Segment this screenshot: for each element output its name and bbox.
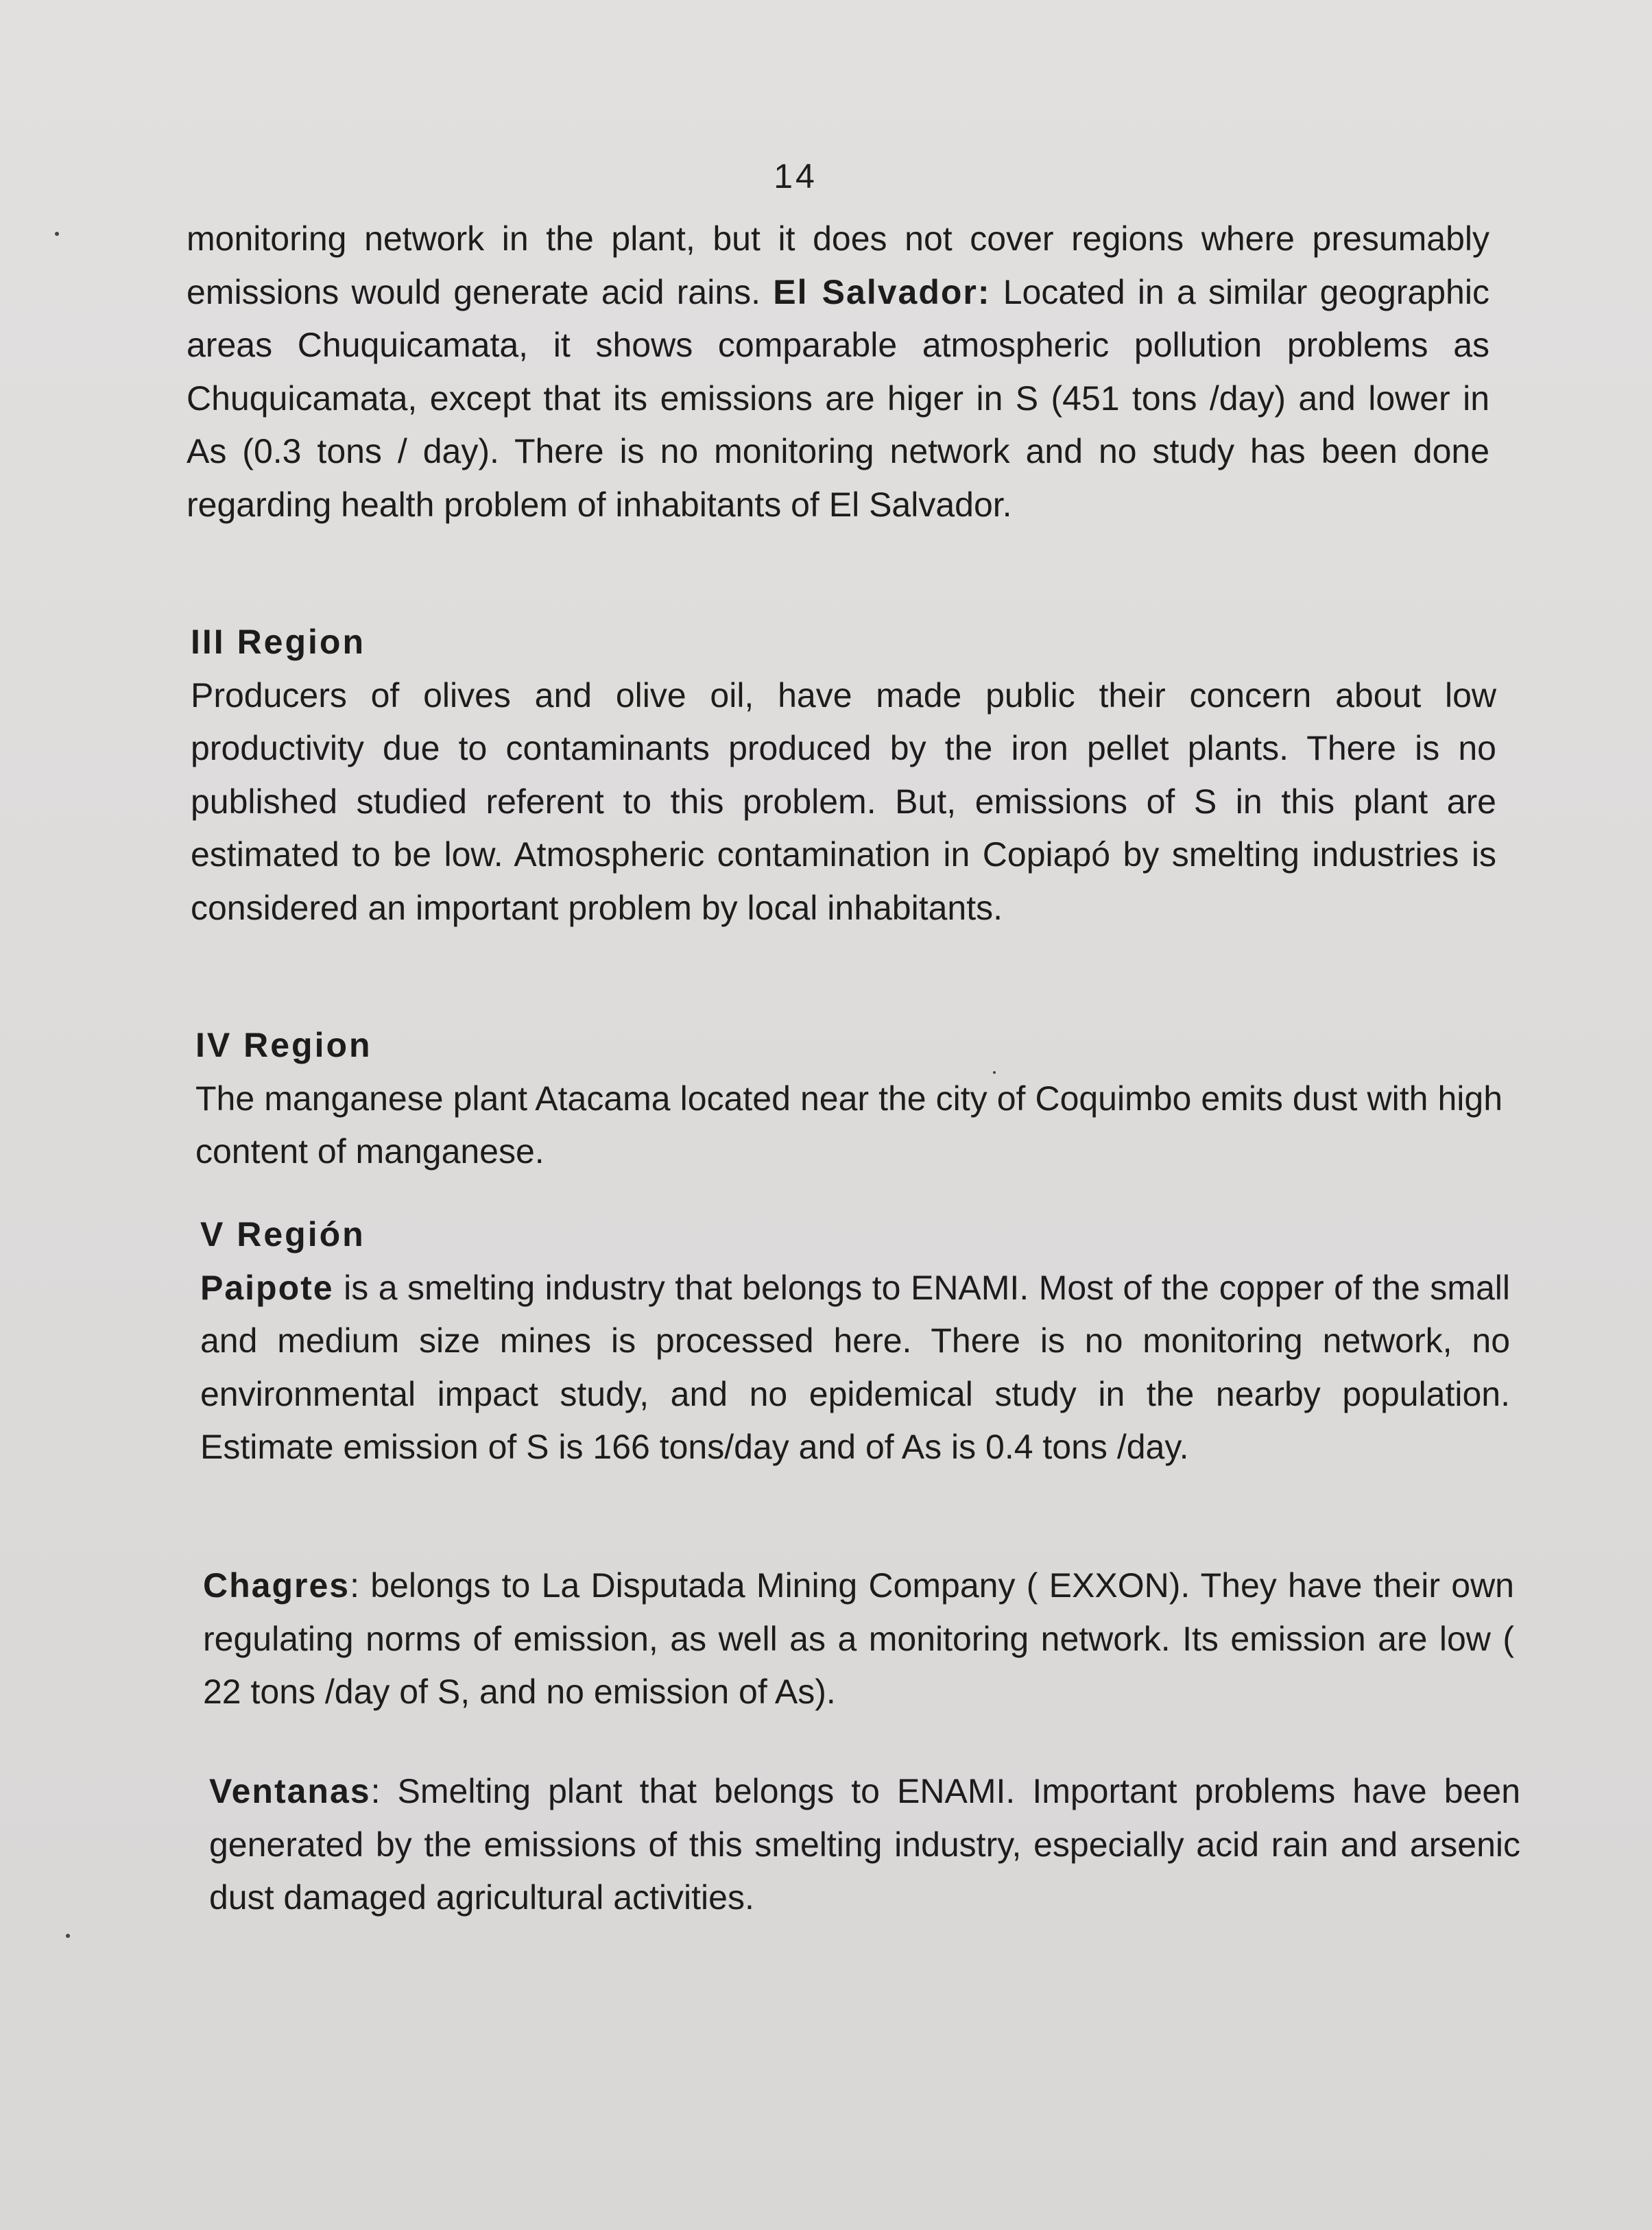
section-heading: IV Region [195, 1026, 372, 1064]
plant-label-chagres: Chagres [203, 1566, 350, 1605]
section-v-region [200, 1208, 1510, 1474]
section-heading: III Region [191, 623, 366, 661]
section-iv-region [195, 1019, 1503, 1179]
paragraph-text: Located in a similar geographic areas Chuquicamata, it shows comparable atmospheric pollution problems as Chuquicamata, except that its emissions are higer in S (451 tons /day) and lower in As (0.3 tons / day). There is no monitoring network and no study has been done regarding health problem of inhabitants of El Salvador. [187, 272, 1489, 524]
paragraph-chagres [203, 1559, 1514, 1719]
paragraph-text: Producers of olives and olive oil, have made public their concern about low productivity due to contaminants produced by the iron pellet plants. There is no published studied referent to this problem. But, emissions of S in this plant are estimated to be low. Atmospheric contamination in Copiapó by smelting industries is considered an important problem by local inhabitants. [191, 675, 1496, 927]
paper-speck [55, 232, 59, 236]
region-label-el-salvador: El Salvador: [773, 272, 991, 311]
paragraph-el-salvador [187, 213, 1489, 531]
paragraph-text: : belongs to La Disputada Mining Company ( EXXON). They have their own regulating norms of emission, as well as a monitoring network. Its emission are low ( 22 tons /day of S, and no emission of As). [203, 1566, 1514, 1711]
plant-label-paipote: Paipote [200, 1268, 334, 1307]
paper-speck [993, 1071, 996, 1074]
paper-speck [66, 1934, 70, 1938]
paragraph-ventanas [209, 1765, 1520, 1925]
section-iii-region [191, 616, 1496, 935]
plant-label-ventanas: Ventanas [209, 1772, 371, 1810]
section-heading: V Región [200, 1215, 366, 1254]
paragraph-text: The manganese plant Atacama located near the city of Coquimbo emits dust with high content of manganese. [195, 1079, 1503, 1171]
paragraph-text: monitoring network in the plant, but it does not cover regions where presumably emissions would generate acid rains. [187, 219, 1489, 311]
paragraph-text: : Smelting plant that belongs to ENAMI. Important problems have been generated by the emissions of this smelting industry, especially acid rain and arsenic dust damaged agricultural activities. [209, 1772, 1520, 1917]
paragraph-text: is a smelting industry that belongs to ENAMI. Most of the copper of the small and medium size mines is processed here. There is no monitoring network, no environmental impact study, and no epidemical study in the nearby population. Estimate emission of S is 166 tons/day and of As is 0.4 tons /day. [200, 1268, 1510, 1466]
page-number: 14 [774, 157, 817, 195]
